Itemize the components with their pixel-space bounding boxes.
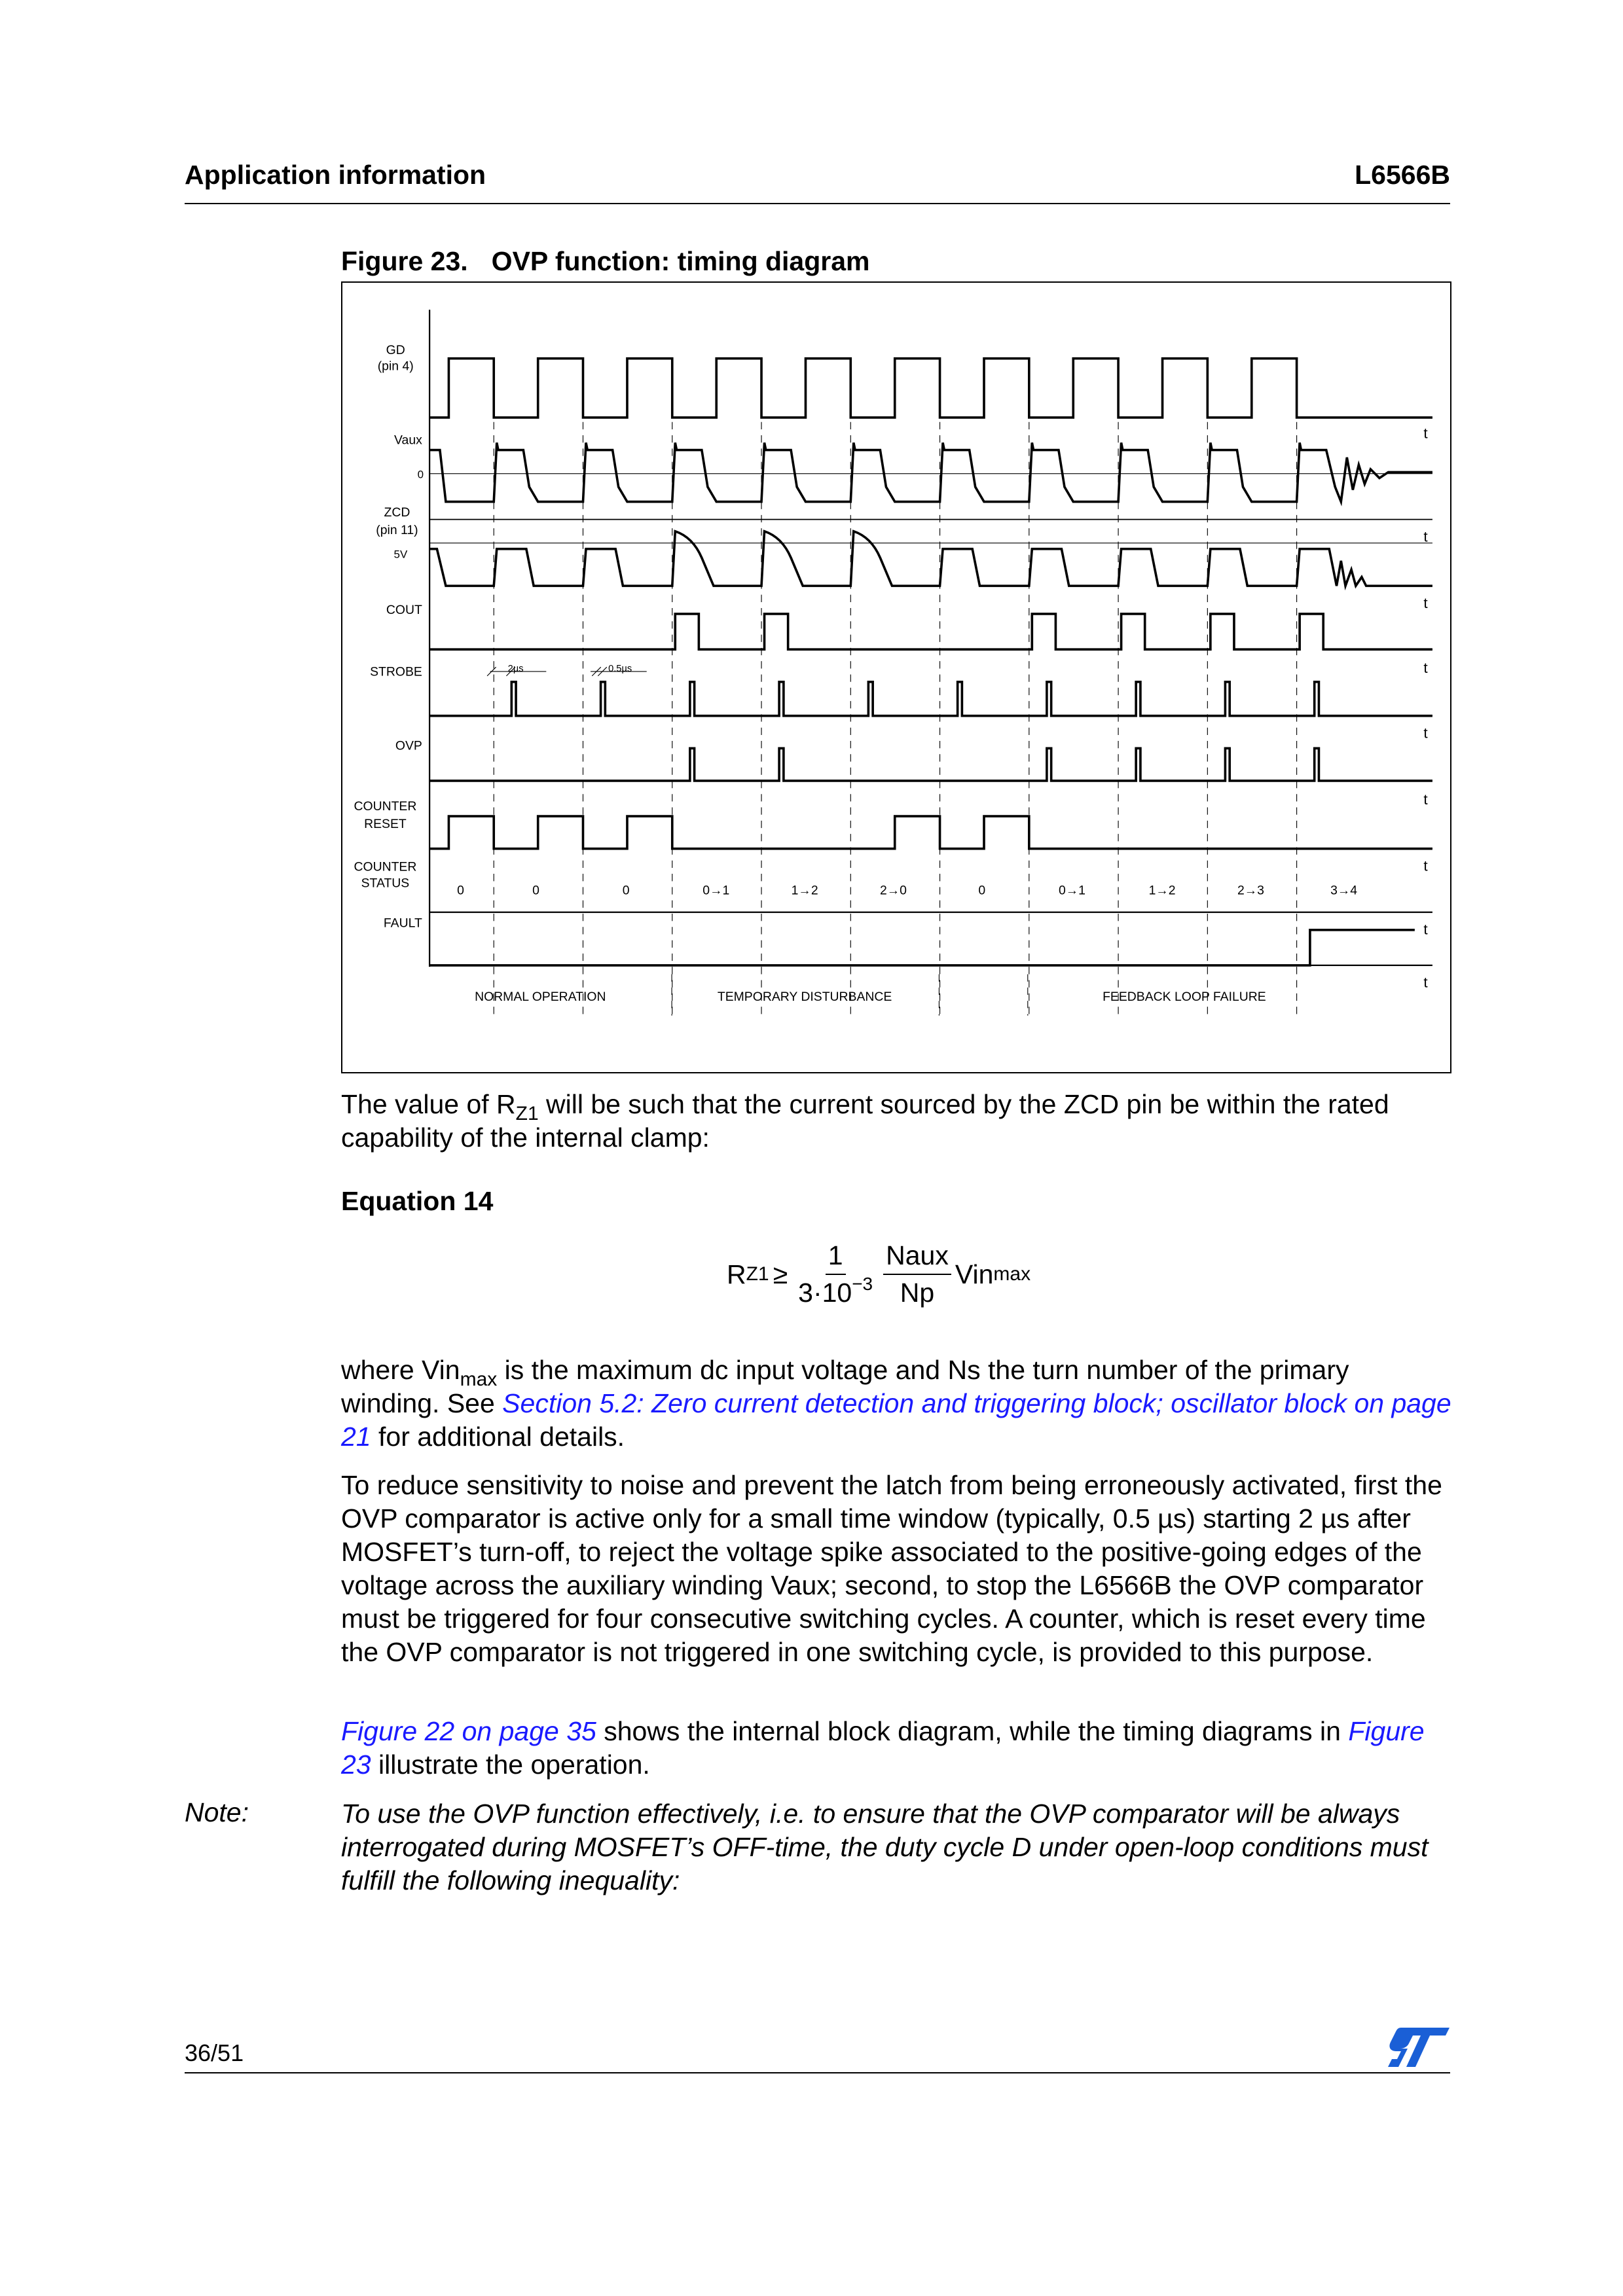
subscript: Z1 bbox=[515, 1103, 539, 1124]
label-cout: COUT bbox=[386, 602, 422, 617]
label-vaux-zero: 0 bbox=[417, 468, 424, 481]
time-label: t bbox=[1423, 528, 1428, 545]
time-label: t bbox=[1423, 791, 1428, 808]
time-label: t bbox=[1423, 594, 1428, 611]
counter-status-value: 0 bbox=[532, 883, 539, 898]
counter-status-value: 1→2 bbox=[791, 883, 818, 898]
strobe-width-label: 0.5µs bbox=[608, 663, 632, 674]
time-label: t bbox=[1423, 425, 1428, 442]
time-label: t bbox=[1423, 660, 1428, 677]
counter-status-value: 0 bbox=[622, 883, 630, 898]
header-rule bbox=[185, 203, 1450, 204]
time-label: t bbox=[1423, 857, 1428, 874]
vaux-waveform bbox=[429, 442, 1432, 501]
text: for additional details. bbox=[371, 1422, 625, 1452]
region-normal: NORMAL OPERATION bbox=[475, 990, 606, 1005]
text: shows the internal block diagram, while the timing diagrams in bbox=[596, 1716, 1349, 1746]
label-zcd-5v: 5V bbox=[393, 548, 408, 561]
counter-status-value: 2→3 bbox=[1237, 883, 1264, 898]
zcd-waveform bbox=[429, 531, 1432, 586]
counter-status-value: 0 bbox=[457, 883, 464, 898]
figure-caption bbox=[341, 246, 870, 277]
counter-status-value: 0→1 bbox=[702, 883, 730, 898]
label-gd: GD bbox=[386, 342, 405, 357]
timing-diagram-svg bbox=[342, 283, 1450, 1072]
eq-vin: Vin bbox=[955, 1259, 994, 1289]
counter-reset-waveform bbox=[429, 816, 1432, 849]
cout-waveform bbox=[429, 614, 1432, 649]
figure-number: Figure 23. bbox=[341, 246, 468, 276]
label-counter-reset-1: COUNTER bbox=[354, 799, 417, 814]
figure-22-link[interactable]: Figure 22 on page 35 bbox=[341, 1716, 596, 1746]
ovp-waveform bbox=[429, 748, 1432, 781]
label-counter-status-1: COUNTER bbox=[354, 859, 417, 874]
figure-23-link[interactable]: Figure 23 bbox=[341, 1716, 1425, 1780]
paragraph-vinmax bbox=[341, 1354, 1454, 1454]
text: where Vin bbox=[341, 1355, 460, 1385]
document-id: L6566B bbox=[1355, 160, 1450, 190]
text: illustrate the operation. bbox=[371, 1749, 650, 1780]
st-logo bbox=[1387, 2026, 1451, 2072]
strobe-waveform bbox=[429, 682, 1432, 716]
subscript: max bbox=[460, 1369, 498, 1390]
eq-lhs: R bbox=[727, 1259, 746, 1289]
counter-status-value: 2→0 bbox=[880, 883, 907, 898]
section-link[interactable]: Section 5.2: Zero current detection and triggering block; oscillator block on page 21 bbox=[341, 1388, 1451, 1452]
eq-ge: ≥ bbox=[773, 1259, 788, 1289]
fault-waveform bbox=[429, 930, 1415, 965]
page-number: 36/51 bbox=[185, 2039, 244, 2066]
label-ovp: OVP bbox=[395, 738, 422, 753]
note-label: Note: bbox=[185, 1797, 249, 1827]
label-strobe: STROBE bbox=[370, 664, 422, 679]
time-label: t bbox=[1423, 725, 1428, 742]
paragraph-ovp bbox=[341, 1469, 1454, 1669]
counter-status-value: 0→1 bbox=[1058, 883, 1085, 898]
counter-status-value: 3→4 bbox=[1330, 883, 1358, 898]
region-failure: FEEDBACK LOOP FAILURE bbox=[1103, 990, 1266, 1005]
equation-label: Equation 14 bbox=[341, 1186, 494, 1216]
denominator: Np bbox=[900, 1278, 935, 1308]
text: will be such that the current sourced by the ZCD pin be within the rated capability of the internal clamp: bbox=[341, 1089, 1389, 1153]
text: The value of R bbox=[341, 1089, 516, 1119]
time-label: t bbox=[1423, 974, 1428, 991]
label-counter-status-2: STATUS bbox=[361, 876, 410, 891]
den-base: 3·10 bbox=[798, 1278, 852, 1308]
label-vaux: Vaux bbox=[394, 433, 422, 448]
text: To reduce sensitivity to noise and prevent the latch from being erroneously activated, first the OVP comparator is active only for a small time window (typically, 0.5 µs) starting 2 µs after MOSFET’s turn-off, to reject the voltage spike associated to the positive-going edges of the voltage across the auxiliary winding Vaux; second, to stop the L6566B the OVP comparator must be triggered for four consecutive switching cycles. A counter, which is reset every time the OVP comparator is not triggered in one switching cycle, is provided to this purpose. bbox=[341, 1470, 1442, 1667]
region-disturbance: TEMPORARY DISTURBANCE bbox=[717, 990, 892, 1005]
label-zcd: ZCD bbox=[384, 505, 410, 520]
den-exp: −3 bbox=[852, 1274, 873, 1294]
counter-status-value: 1→2 bbox=[1148, 883, 1176, 898]
fraction-2 bbox=[883, 1240, 951, 1308]
label-fault: FAULT bbox=[383, 916, 422, 931]
timing-diagram bbox=[341, 281, 1451, 1073]
paragraph-rz1 bbox=[341, 1088, 1454, 1155]
gd-waveform bbox=[429, 359, 1432, 418]
section-header: Application information bbox=[185, 160, 486, 190]
fraction-1 bbox=[795, 1240, 875, 1308]
strobe-delay-label: 2µs bbox=[507, 663, 524, 674]
footer-rule bbox=[185, 2072, 1450, 2073]
denominator bbox=[795, 1275, 875, 1308]
label-counter-reset-2: RESET bbox=[364, 817, 407, 832]
equation-14: R Z1 ≥ $\frac{1}{3\cdot 10^{-3}}$ $\frac{\text{Naux}}{Np}$ Vin max bbox=[727, 1240, 1031, 1308]
paragraph-figures bbox=[341, 1715, 1454, 1782]
label-gd-pin: (pin 4) bbox=[377, 359, 414, 374]
numerator: Naux bbox=[883, 1240, 951, 1275]
figure-title: OVP function: timing diagram bbox=[491, 246, 870, 276]
label-zcd-pin: (pin 11) bbox=[376, 523, 418, 538]
numerator: 1 bbox=[826, 1240, 846, 1275]
note-text: To use the OVP function effectively, i.e. to ensure that the OVP comparator will be always interrogated during MOSFET’s OFF-time, the duty cycle D under open-loop conditions must fulfill the following inequality: bbox=[341, 1799, 1429, 1895]
counter-status-value: 0 bbox=[978, 883, 986, 898]
text: is the maximum dc input voltage and Ns the turn number of the primary winding. See bbox=[341, 1355, 1349, 1418]
time-label: t bbox=[1423, 921, 1428, 938]
